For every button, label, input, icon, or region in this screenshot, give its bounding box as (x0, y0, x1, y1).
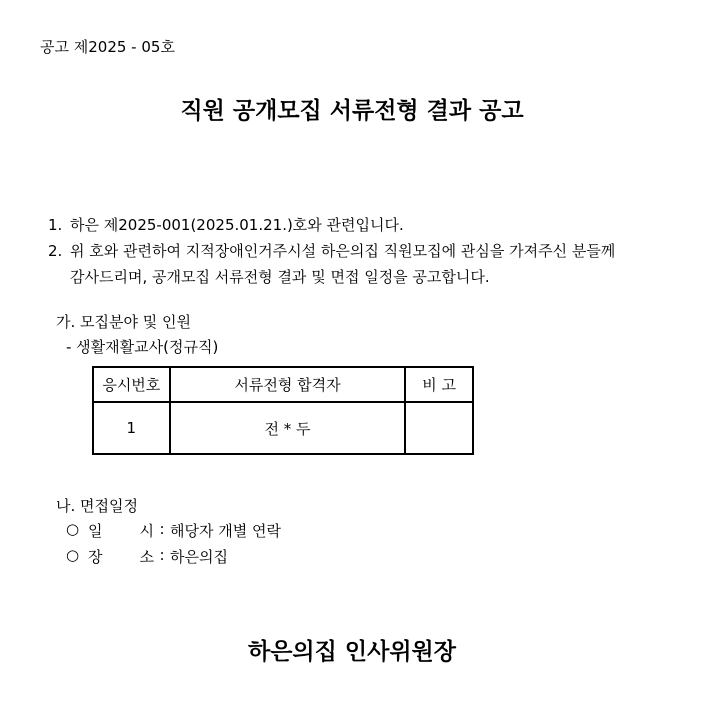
column-header-applicant-number: 응시번호 (93, 367, 170, 402)
label-char: 시 (139, 522, 154, 540)
item-list (48, 212, 615, 290)
column-header-passed-applicant: 서류전형 합격자 (170, 367, 406, 402)
cell-passed-applicant: 전 * 두 (170, 402, 406, 454)
table-header-row (93, 367, 473, 402)
circle-bullet-icon: ○ (66, 546, 80, 564)
table-row (93, 402, 473, 454)
item-number: 2. (48, 242, 63, 260)
item-text-continuation: 감사드리며, 공개모집 서류전형 결과 및 면접 일정을 공고합니다. (70, 268, 490, 286)
schedule-value: 해당자 개별 연락 (170, 522, 281, 540)
item-number: 1. (48, 216, 63, 234)
cell-remarks (405, 402, 473, 454)
schedule-label (88, 546, 154, 567)
item-text: 위 호와 관련하여 지적장애인거주시설 하은의집 직원모집에 관심을 가져주신 분들께 (70, 242, 616, 260)
circle-bullet-icon: ○ (66, 520, 80, 538)
list-item (48, 238, 615, 264)
notice-number: 공고 제2025 - 05호 (40, 38, 175, 56)
cell-applicant-number: 1 (93, 402, 170, 454)
label-char: 일 (88, 522, 103, 540)
schedule-item-place (66, 546, 228, 567)
result-table (92, 366, 474, 455)
schedule-label (88, 520, 154, 541)
label-char: 장 (88, 548, 103, 566)
recruitment-field: - 생활재활교사(정규직) (66, 338, 219, 356)
item-text: 하은 제2025-001(2025.01.21.)호와 관련입니다. (70, 216, 404, 234)
column-header-remarks: 비 고 (405, 367, 473, 402)
schedule-value: 하은의집 (170, 548, 228, 566)
schedule-item-date (66, 520, 281, 541)
label-separator: : (159, 546, 165, 564)
signature-title: 하은의집 인사위원장 (248, 639, 456, 665)
section-heading-recruitment: 가. 모집분야 및 인원 (56, 313, 191, 331)
section-heading-interview: 나. 면접일정 (56, 497, 138, 515)
list-item (48, 212, 615, 238)
label-separator: : (159, 520, 165, 538)
label-char: 소 (139, 548, 154, 566)
document-title: 직원 공개모집 서류전형 결과 공고 (180, 98, 524, 124)
